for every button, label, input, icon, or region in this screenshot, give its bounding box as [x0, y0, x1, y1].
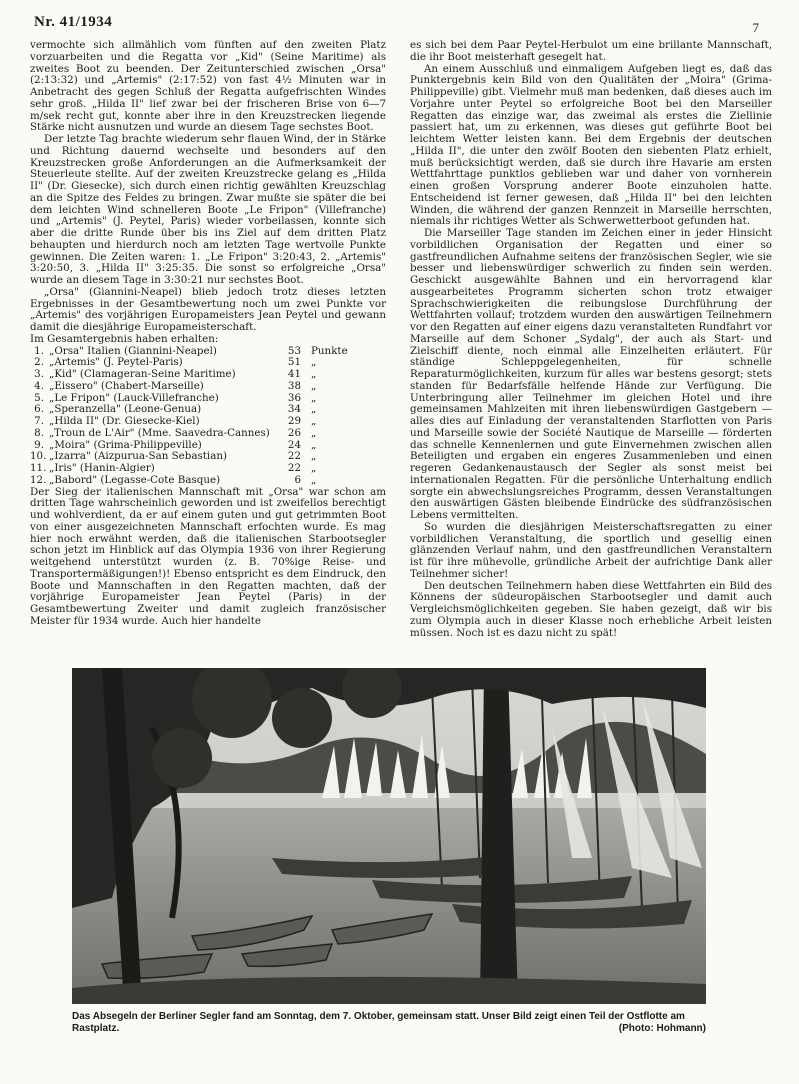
result-entry: „Babord" (Legasse-Cote Basque) [49, 474, 221, 486]
result-points: 6 [294, 473, 301, 486]
result-rank: 8. [34, 426, 44, 439]
result-unit: „ [311, 415, 317, 427]
page-number: 7 [752, 20, 759, 35]
result-points: 29 [287, 415, 301, 427]
result-unit: „ [311, 403, 317, 416]
paragraph: es sich bei dem Paar Peytel-Herbulot um eine brillante Mannschaft, die ihr Boot meisterhaft gesegelt hat. [410, 39, 772, 63]
paragraph: Die Marseiller Tage standen im Zeichen einer in jeder Hinsicht vorbildlichen Organisation der Regatten und einer so gastfreundlichen Aufnahme seitens der französischen Segler, wie sie besser und liebenswürdiger schwerlich zu finden sein werden. Geschickt ausgewählte Bahnen und ein hervorragend klar ausgearbeitetes Programm sicherten schon trotz etwaiger Sprachschwierigkeiten die reibungslose Durchführung der Wettfahrten vollauf; trotzdem wurden den auswärtigen Teilnehmern vor den Regatten auf einer eigens dazu veranstalteten Rundfahrt vor Marseille auf dem Schoner „Sydalg", der auch als Start- und Zielschiff diente, noch einmal alle Einzelheiten erläutert. Für ständige Schleppgelegenheiten, für schnelle Reparaturmöglichkeiten, kurzum für alles war bestens gesorgt; stets standen für Bedarfsfälle helfende Hände zur Verfügung. Die Unterbringung aller Teilnehmer im gleichen Hotel und ihre gemeinsamen Mahlzeiten mit ihren liebenswürdigen Gastgebern — alles dies auf Einladung der veranstaltenden Starflotten von Paris und Marseille sowie der Société Nautique de Marseille — förderten das schnelle Kennenlernen und gute Einvernehmen zwischen allen Beteiligten und ergaben ein engeres Zusammenleben und einen regeren Gedankenaustausch der Segler als sonst meist bei internationalen Regatten. Für die persönliche Unterhaltung endlich sorgte ein abwechslungsreiches Programm, dessen Veranstaltungen den auswärtigen Gästen bleibende Eindrücke des südfranzösischen Lebens vermittelten. [410, 227, 772, 521]
results-row [30, 475, 386, 487]
results-row [30, 381, 386, 393]
results-row [30, 393, 386, 405]
results-row [30, 440, 386, 452]
result-unit: Punkte [311, 344, 348, 357]
result-rank: 5. [34, 391, 44, 404]
paragraph: So wurden die diesjährigen Meisterschaftsregatten zu einer vorbildlichen Veranstaltung, die sportlich und gesellig einen glänzenden Verlauf nahm, und den gastfreundlichen Veranstaltern ist für ihre mühevolle, gründliche Arbeit der aufrichtige Dank aller Teilnehmer sicher! [410, 520, 772, 580]
result-entry: „Troun de L'Air" (Mme. Saavedra-Cannes) [49, 427, 270, 439]
result-rank: 6. [34, 403, 44, 416]
paragraph: An einem Ausschluß und einmaligem Aufgeben liegt es, daß das Punktergebnis kein Bild von den Qualitäten der „Moira" (Grima-Philippeville) gibt. Vielmehr muß man bedenken, daß dieses auch im Vorjahre unter Peytel so erfolgreiche Boot bei den Marseiller Regatten das einzige war, das zweimal als erstes die Ziellinie passiert hat, um zu erkennen, was dieses gut geführte Boot bei leichtem Wetter leisten kann. Bei dem Ergebnis der deutschen „Hilda II", die unter den zwölf Booten den siebenten Platz erhielt, muß berücksichtigt werden, daß sie durch ihre Havarie am ersten Wettfahrttage punktlos geblieben war und daher von vornherein einen großen Vorsprung anderer Boote einzuholen hatte. Entscheidend ist ferner gewesen, daß „Hilda II" bei den leichten Winden, die während der ganzen Rennzeit in Marseille herrschten, niemals ihr richtiges Wetter als Schwerwetterboot gefunden hat. [410, 62, 772, 228]
result-points: 53 [287, 344, 301, 357]
paragraph: vermochte sich allmählich vom fünften auf den zweiten Platz vorzuarbeiten und die Regatta vor „Kid" (Seine Maritime) als zweites Boot zu beenden. Der Zeitunterschied zwischen „Orsa" (2:13:32) und „Artemis" (2:17:52) von fast 4½ Minuten war in Anbetracht des gegen Schluß der Regatta aufgefrischten Windes sehr groß. „Hilda II" lief zwar bei der frischeren Brise von 6—7 m/sek recht gut, konnte aber ihre in den Kreuzstrecken liegende Stärke nicht ausnutzen und wurde an diesem Tage sechstes Boot. [30, 39, 386, 134]
results-intro: Im Gesamtergebnis haben erhalten: [30, 332, 219, 345]
result-unit: „ [311, 450, 317, 463]
results-row [30, 416, 386, 428]
results-row [30, 369, 386, 381]
result-unit: „ [311, 356, 317, 369]
result-points: 41 [287, 368, 301, 380]
result-rank: 1. [34, 344, 44, 357]
result-entry: „Artemis" (J. Peytel-Paris) [49, 357, 183, 369]
result-entry: „Le Fripon" (Lauck-Villefranche) [49, 392, 219, 404]
photo-caption: Das Absegeln der Berliner Segler fand am Sonntag, dem 7. Oktober, gemeinsam statt. Unser Bild zeigt einen Teil der Ostflotte am Rastplatz. [72, 1011, 685, 1034]
result-entry: „Eissero" (Chabert-Marseille) [49, 380, 204, 392]
result-unit: „ [311, 391, 317, 404]
result-rank: 2. [34, 356, 44, 369]
result-rank: 10. [30, 450, 47, 463]
result-rank: 7. [34, 415, 44, 427]
result-unit: „ [311, 438, 317, 451]
result-points: 24 [287, 438, 301, 451]
results-row [30, 404, 386, 416]
result-entry: „Moira" (Grima-Philippeville) [49, 439, 202, 451]
result-rank: 11. [30, 462, 47, 474]
result-unit: „ [311, 473, 317, 486]
left-column [30, 40, 386, 628]
result-entry: „Orsa" Italien (Giannini-Neapel) [49, 345, 217, 357]
results-row [30, 463, 386, 475]
result-points: 26 [287, 426, 301, 439]
result-entry: „Speranzella" (Leone-Genua) [49, 404, 202, 416]
result-entry: „Hilda II" (Dr. Giesecke-Kiel) [49, 416, 200, 427]
result-unit: „ [311, 462, 317, 474]
result-unit: „ [311, 379, 317, 392]
paragraph: Den deutschen Teilnehmern haben diese Wettfahrten ein Bild des Könnens der südeuropäischen Starbootsegler und damit auch Vergleichsmöglichkeiten gegeben. Sie haben gezeigt, daß wir bis zum Olympia auch in dieser Klasse noch erhebliche Arbeit leisten müssen. Noch ist es dazu nicht zu spät! [410, 579, 772, 639]
sailboats-photo-illustration [72, 668, 706, 1004]
results-row [30, 357, 386, 369]
paragraph: „Orsa" (Giannini-Neapel) blieb jedoch trotz dieses letzten Ergebnisses in der Gesamtbewertung noch um zwei Punkte vor „Artemis" des vorjährigen Europameisters Jean Peytel und gewann damit die diesjährige Europameisterschaft. [30, 285, 386, 333]
result-points: 22 [287, 450, 301, 463]
result-unit: „ [311, 426, 317, 439]
result-points: 34 [287, 403, 301, 416]
harbor-photo [72, 668, 706, 1004]
result-entry: „Iris" (Hanin-Algier) [49, 463, 155, 474]
paragraph: Der Sieg der italienischen Mannschaft mit „Orsa" war schon am dritten Tage wahrscheinlich geworden und ist zweifellos berechtigt und wohlverdient, da er auf einem guten und gut getrimmten Boot von einer ausgezeichneten Mannschaft erfochten wurde. Es mag hier noch erwähnt werden, daß die italienischen Starbootsegler schon jetzt im Hinblick auf das Olympia 1936 von ihrer Regierung weitgehend unterstützt wurden (z. B. 70%ige Reise- und Transportermäßigungen!)! Ebenso entspricht es dem Eindruck, den Boote und Mannschaften in den Regatten machten, daß der vorjährige Europameister Jean Peytel (Paris) in der Gesamtbewertung Zweiter und damit zugleich französischer Meister für 1934 wurde. Auch hier handelte [30, 485, 386, 627]
result-unit: „ [311, 368, 317, 380]
paragraph: Der letzte Tag brachte wiederum sehr flauen Wind, der in Stärke und Richtung dauernd wechselte und besonders auf den Kreuzstrecken große Anforderungen an die Aufmerksamkeit der Steuerleute stellte. Auf der zweiten Kreuzstrecke gelang es „Hilda II" (Dr. Giesecke), sich durch einen richtig gewählten Kreuzschlag an die Spitze des Feldes zu bringen. Zwar mußte sie später die bei dem leichten Wind schnelleren Boote „Le Fripon" (Villefranche) und „Artemis" (J. Peytel, Paris) wieder vorbeilassen, konnte sich aber die dritte Runde über bis ins Ziel auf dem dritten Platz behaupten und hierdurch noch am letzten Tage wertvolle Punkte gewinnen. Die Zeiten waren: 1. „Le Fripon" 3:20:43, 2. „Artemis" 3:20:50, 3. „Hilda II" 3:25:35. Die sonst so erfolgreiche „Orsa" wurde an diesem Tage in 3:30:21 nur sechstes Boot. [30, 133, 386, 286]
result-points: 51 [287, 356, 301, 369]
results-list [30, 346, 386, 487]
issue-number: Nr. 41/1934 [34, 14, 113, 30]
result-points: 22 [287, 462, 301, 474]
result-points: 36 [287, 391, 301, 404]
result-rank: 3. [34, 368, 44, 380]
result-rank: 4. [34, 379, 44, 392]
results-row [30, 428, 386, 440]
result-rank: 12. [30, 473, 47, 486]
result-points: 38 [287, 379, 301, 392]
results-row [30, 346, 386, 358]
right-column [410, 40, 772, 639]
result-rank: 9. [34, 438, 44, 451]
photo-credit: (Photo: Hohmann) [618, 1023, 706, 1034]
result-entry: „Izarra" (Aizpurua-San Sebastian) [49, 451, 228, 463]
result-entry: „Kid" (Clamageran-Seine Maritime) [49, 369, 236, 380]
results-row [30, 451, 386, 463]
